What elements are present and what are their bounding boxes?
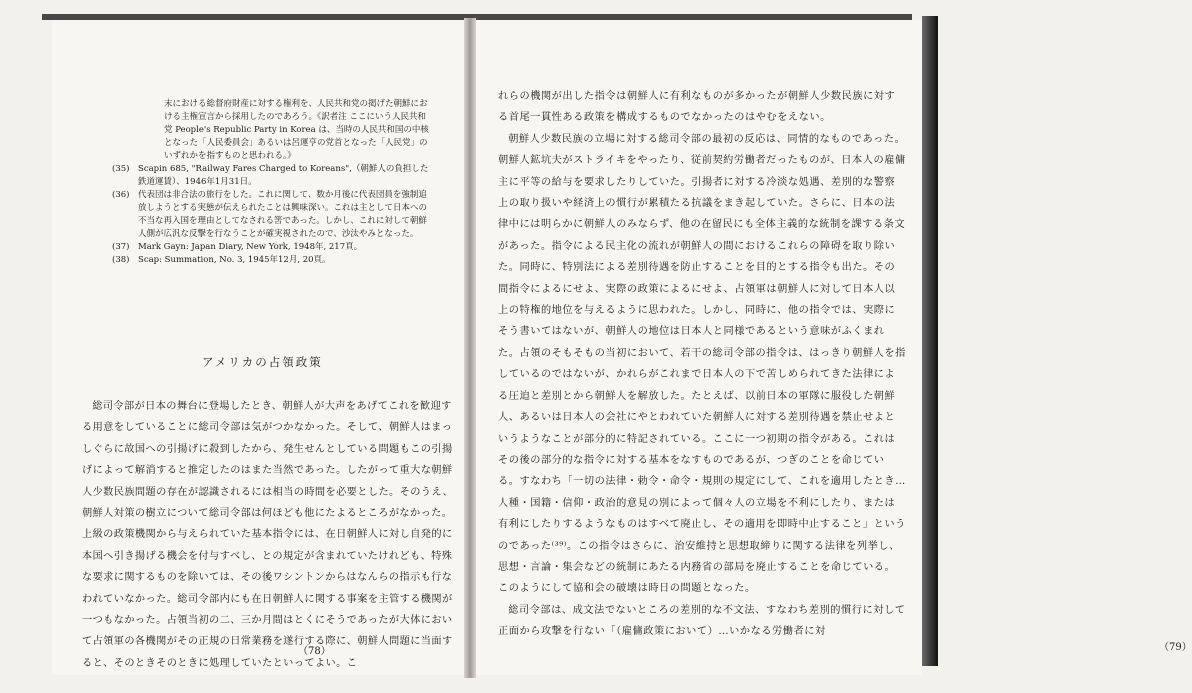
scan-right-edge	[922, 16, 938, 666]
left-body-text	[82, 396, 454, 674]
right-body-text	[498, 86, 906, 643]
footnote-number: (36)	[112, 190, 130, 200]
page-number-right: （79）	[1159, 642, 1192, 653]
footnote-text: Mark Gayn: Japan Diary, New York, 1948年, 217頁。	[138, 242, 363, 252]
page-number-left: （78）	[298, 646, 331, 657]
footnote-number: (38)	[112, 255, 130, 265]
paragraph: 総司令部が日本の舞台に登場したとき、朝鮮人が大声をあげてこれを歓迎する用意をしていることに総司令部は気がつかなかった。そして、朝鮮人はまっしぐらに故国への引揚げに殺到したから、発生せんとしている問題もこの引揚げによって解消すると推定したのはまた当然であった。したがって重大な朝鮮人少数民族問題の存在が認識されるには相当の時間を必要とした。そのうえ、朝鮮人対策の樹立について総司令部は何ほども他にたよるところがなかった。上級の政策機関から与えられていた基本指令には、在日朝鮮人に対し自発的に本国へ引き揚げる機会を付与すべし、との規定が含まれていたけれども、特殊な要求に関するものを除いては、その後ワシントンからはなんらの指示も行なわれていなかった。総司令部内にも在日朝鮮人に関する事案を主管する機関が一つもなかった。占領当初の二、三か月間はとくにそうであったが大体において占領軍の各機関がその正規の日常業務を遂行する際に、朝鮮人問題に当面すると、そのときそのときに処理していたといってよい。こ	[82, 401, 454, 669]
footnote-37	[112, 241, 432, 254]
footnote-38	[112, 254, 432, 267]
footnote-text: Scapin 685, "Railway Fares Charged to Koreans",（朝鮮人の負担した鉄道運賃）、1946年1月31日。	[138, 164, 429, 187]
left-page	[52, 20, 464, 675]
footnote-number	[112, 98, 138, 163]
footnote-36	[112, 189, 432, 241]
right-page	[476, 20, 1192, 675]
footnotes	[112, 98, 432, 267]
footnote-number: (37)	[112, 242, 130, 252]
footnote-35	[112, 163, 432, 189]
footnote-text: 末における総督府財産に対する権利を、人民共和党の掲げた朝鮮における主権宣言から採用したのであろう。《訳者注 ここにいう人民共和党 People's Republic Party in Korea は、当時の人民共和国の中核となった「人民委員会」あるいは呂運亨の党首となった「人民党」のいずれかを指すものと思われる。》	[164, 99, 429, 161]
footnote-text: Scap: Summation, No. 3, 1945年12月, 20頁。	[138, 255, 331, 265]
footnote-continued	[112, 98, 432, 163]
footnote-text: 代表団は非合法の旅行をした。これに関して、数か月後に代表団員を強制追放しようとする実態が伝えられたことは興味深い。これは主として日本への不当な再入国を理由としてなされる筈であった。しかし、これに対して朝鮮人側が広汎な反撃を行なうことが確実視されたので、沙汰やみとなった。	[138, 190, 428, 239]
footnote-number: (35)	[112, 164, 130, 174]
paragraph: れらの機関が出した指令は朝鮮人に有利なものが多かったが朝鮮人少数民族に対する首尾一貫性ある政策を構成するものでなかったのはやむをえない。	[498, 91, 896, 124]
section-title: アメリカの占領政策	[202, 355, 323, 369]
paragraph: 朝鮮人少数民族の立場に対する総司令部の最初の反応は、同情的なものであった。朝鮮人鉱坑夫がストライキをやったり、従前契約労働者だったものが、日本人の雇傭主に平等の給与を要求したりしていた。引揚者に対する冷淡な処遇、差別的な警察上の取り扱いや経済上の慣行が累積たる抗議をまき起していた。さらに、日本の法律中には明らかに朝鮮人のみならず、他の在留民にも全体主義的な統制を課する条文があった。指令による民主化の流れが朝鮮人の間におけるこれらの障碍を取り除いた。同時に、特別法による差別待遇を防止することを目的とする指令も出た。その間指令によるにせよ、実際の政策によるにせよ、占領軍は朝鮮人に対して日本人以上の特権的地位を与えるように思われた。しかし、同時に、他の指令では、実際にそう書いてはないが、朝鮮人の地位は日本人と同様であるという意味がふくまれた。占領のそもそもの当初において、若干の総司令部の指令は、はっきり朝鮮人を指しているのではないが、かれらがこれまで日本人の下で苦しめられてきた法律による圧迫と差別とから朝鮮人を解放した。たとえば、以前日本の軍隊に服役した朝鮮人、あるいは日本人の会社にやとわれていた朝鮮人に対する差別待遇を禁止せよというようなことが部分的に特記されている。ここに一つ初期の指令がある。これはその後の部分的な指令に対する基本をなすものであるが、つぎのことを命じている。すなわち「一切の法律・勅令・命令・規則の規定にして、これを適用したとき…人種・国籍・信仰・政治的意見の別によって個々人の立場を不利にしたり、または有利にしたりするようなものはすべて廃止し、その適用を即時中止すること」というのであった⁽³⁹⁾。この指令はさらに、治安維持と思想取締りに関する法律を列挙し、思想・言論・集会などの統制にあたる内務省の部局を廃止することを命じている。このようにして協和会の破壊は時日の問題となった。	[498, 133, 906, 595]
book-gutter	[464, 18, 476, 678]
paragraph: 総司令部は、成文法でないところの差別的な不文法、すなわち差別的慣行に対して正面から攻撃を行ない「（雇傭政策において）…いかなる労働者に対	[498, 604, 906, 638]
